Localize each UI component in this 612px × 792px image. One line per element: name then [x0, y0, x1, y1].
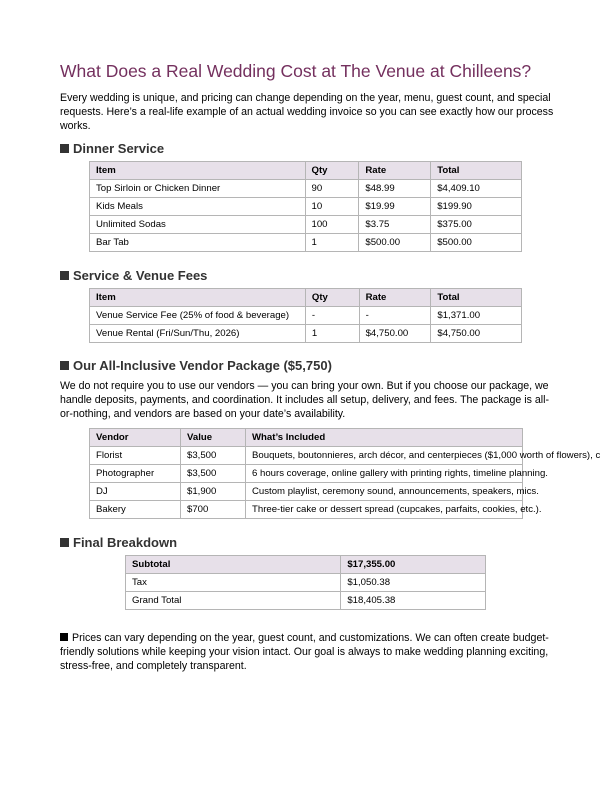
table-cell: Florist [90, 447, 181, 465]
service-fees-table [89, 288, 522, 343]
table-row [126, 592, 486, 610]
table-cell: $1,050.38 [341, 574, 486, 592]
table-cell: 6 hours coverage, online gallery with printing rights, timeline planning. [246, 465, 523, 483]
table-cell: Three-tier cake or dessert spread (cupcakes, parfaits, cookies, etc.). [246, 501, 523, 519]
column-header: Vendor [90, 429, 181, 447]
column-header: What’s Included [246, 429, 523, 447]
table-cell: $18,405.38 [341, 592, 486, 610]
table-header-row [90, 429, 523, 447]
table-cell: $4,409.10 [431, 180, 522, 198]
vendor-package-heading: Our All-Inclusive Vendor Package ($5,750) [60, 358, 332, 374]
table-cell: $3,500 [181, 447, 246, 465]
dinner-service-heading: Dinner Service [60, 141, 164, 157]
intro-paragraph: Every wedding is unique, and pricing can change depending on the year, menu, guest count, and special requests. Here’s a real-life example of an actual wedding invoice so you can see exactly how our process works. [60, 92, 554, 132]
square-bullet-icon [60, 144, 69, 153]
column-header: Total [431, 289, 522, 307]
table-cell: DJ [90, 483, 181, 501]
table-cell: 1 [305, 325, 359, 343]
column-header: Total [431, 162, 522, 180]
page-title: What Does a Real Wedding Cost at The Venue at Chilleens? [60, 61, 532, 81]
table-row [90, 483, 523, 501]
table-row [90, 325, 522, 343]
square-bullet-icon [60, 271, 69, 280]
column-header: Rate [359, 289, 431, 307]
table-header-row [90, 289, 522, 307]
vendor-package-table [89, 428, 601, 519]
table-cell: 100 [305, 216, 359, 234]
table-cell: Venue Service Fee (25% of food & beverage) [90, 307, 306, 325]
table-cell: 1 [305, 234, 359, 252]
table-cell: $500.00 [431, 234, 522, 252]
table-header-row [126, 556, 486, 574]
table-cell: $4,750.00 [359, 325, 431, 343]
column-header: Item [90, 162, 306, 180]
table-cell: $199.90 [431, 198, 522, 216]
table-cell: $1,900 [181, 483, 246, 501]
table-cell: Custom playlist, ceremony sound, announcements, speakers, mics. [246, 483, 523, 501]
table-row [90, 447, 523, 465]
column-header: Qty [305, 289, 359, 307]
final-breakdown-table [125, 555, 486, 610]
table-cell: Unlimited Sodas [90, 216, 306, 234]
table-cell: $1,371.00 [431, 307, 522, 325]
table-cell: Kids Meals [90, 198, 306, 216]
footnote: Prices can vary depending on the year, guest count, and customizations. We can often create budget-friendly solutions while keeping your vision intact. Our goal is always to make wedding planning exciting, stress-free, and completely transparent. [60, 632, 549, 672]
table-cell: Top Sirloin or Chicken Dinner [90, 180, 306, 198]
table-cell: Grand Total [126, 592, 341, 610]
table-row [90, 180, 522, 198]
table-cell: - [359, 307, 431, 325]
table-row [90, 465, 523, 483]
table-cell: $700 [181, 501, 246, 519]
table-cell: Tax [126, 574, 341, 592]
column-header: Item [90, 289, 306, 307]
column-header: Qty [305, 162, 359, 180]
table-cell: $17,355.00 [341, 556, 486, 574]
table-cell: - [305, 307, 359, 325]
table-cell: Bouquets, boutonnieres, arch décor, and centerpieces ($1,000 worth of flowers), c [246, 447, 523, 465]
table-row [126, 574, 486, 592]
table-cell: 10 [305, 198, 359, 216]
dinner-service-table [89, 161, 522, 252]
table-header-row [90, 162, 522, 180]
table-row [90, 198, 522, 216]
table-cell: Venue Rental (Fri/Sun/Thu, 2026) [90, 325, 306, 343]
vendor-package-description: We do not require you to use our vendors — you can bring your own. But if you choose our package, we handle deposits, payments, and coordination. It includes all setup, delivery, and fees. The package is all-or-nothing, and vendors are based on your date’s availability. [60, 380, 549, 420]
table-cell: $3,500 [181, 465, 246, 483]
table-cell: $19.99 [359, 198, 431, 216]
table-cell: $4,750.00 [431, 325, 522, 343]
table-cell: Photographer [90, 465, 181, 483]
table-cell: Subtotal [126, 556, 341, 574]
square-bullet-icon [60, 538, 69, 547]
table-cell: $48.99 [359, 180, 431, 198]
square-bullet-icon [60, 633, 68, 641]
table-cell: 90 [305, 180, 359, 198]
table-cell: Bakery [90, 501, 181, 519]
table-cell: $500.00 [359, 234, 431, 252]
table-cell: $3.75 [359, 216, 431, 234]
column-header: Rate [359, 162, 431, 180]
table-row [90, 234, 522, 252]
table-row [90, 307, 522, 325]
table-cell: Bar Tab [90, 234, 306, 252]
column-header: Value [181, 429, 246, 447]
vendor-table-wrapper [89, 428, 612, 523]
service-fees-heading: Service & Venue Fees [60, 268, 207, 284]
table-row [90, 501, 523, 519]
table-cell: $375.00 [431, 216, 522, 234]
square-bullet-icon [60, 361, 69, 370]
table-row [90, 216, 522, 234]
final-breakdown-heading: Final Breakdown [60, 535, 177, 551]
